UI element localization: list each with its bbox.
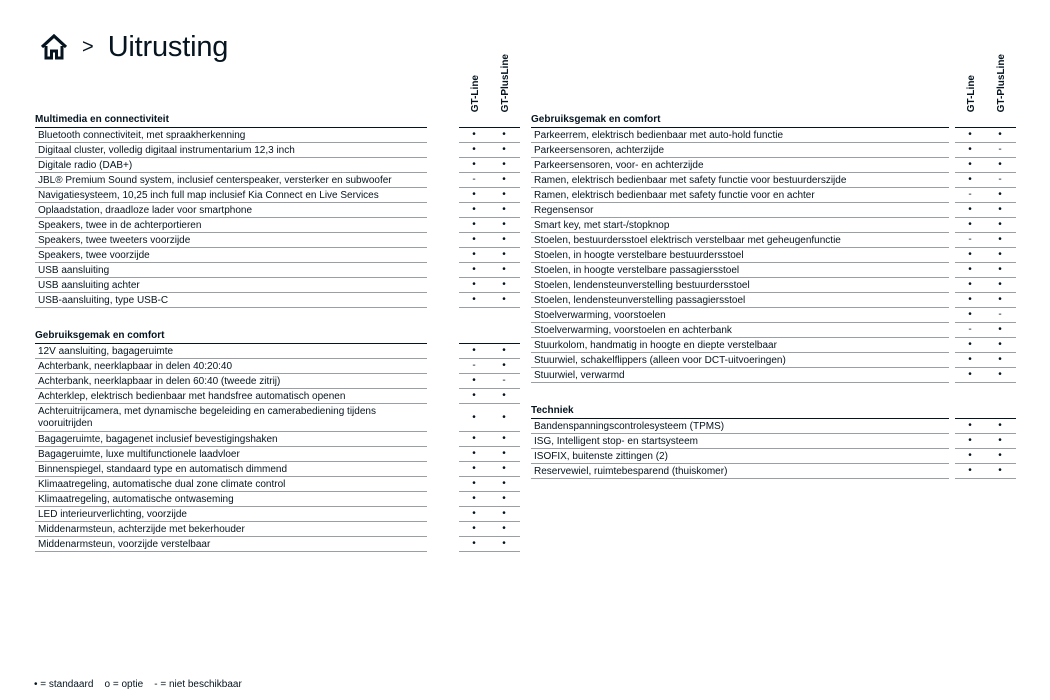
table-row (531, 293, 1016, 308)
table-row (35, 248, 520, 263)
row-label: Reservewiel, ruimtebesparend (thuiskomer) (531, 464, 949, 479)
value-gt-line: • (968, 420, 972, 431)
row-values (459, 462, 520, 477)
row-label: Speakers, twee voorzijde (35, 248, 427, 263)
value-gt-plusline: • (502, 159, 506, 170)
value-gt-plusline: - (502, 375, 506, 386)
section (531, 113, 1016, 383)
row-values (459, 344, 520, 359)
row-values (955, 449, 1016, 464)
value-gt-line: • (968, 159, 972, 170)
row-values (459, 447, 520, 462)
row-label: Speakers, twee tweeters voorzijde (35, 233, 427, 248)
table-row (531, 143, 1016, 158)
row-values (459, 477, 520, 492)
table-row (35, 477, 520, 492)
value-gt-line: • (472, 159, 476, 170)
value-gt-plusline: • (502, 345, 506, 356)
value-gt-line: • (968, 264, 972, 275)
value-gt-plusline: • (998, 369, 1002, 380)
row-label: Stoelen, lendensteunverstelling bestuurdersstoel (531, 278, 949, 293)
table-row (35, 359, 520, 374)
value-gt-plusline: • (502, 390, 506, 401)
value-gt-line: - (968, 324, 972, 335)
value-gt-plusline: • (998, 339, 1002, 350)
table-row (531, 158, 1016, 173)
section (531, 404, 1016, 479)
section-title: Techniek (531, 404, 949, 419)
section-title: Multimedia en connectiviteit (35, 113, 427, 128)
row-values (459, 507, 520, 522)
value-gt-line: • (472, 264, 476, 275)
value-gt-line: • (968, 450, 972, 461)
value-gt-line: • (472, 448, 476, 459)
row-values (459, 128, 520, 143)
row-label: Stuurwiel, verwarmd (531, 368, 949, 383)
row-label: Stoelverwarming, voorstoelen (531, 308, 949, 323)
row-label: Stoelverwarming, voorstoelen en achterbank (531, 323, 949, 338)
row-values (955, 263, 1016, 278)
value-gt-plusline: - (998, 309, 1002, 320)
table-row (531, 368, 1016, 383)
section-spacer (35, 308, 520, 329)
table-row (35, 537, 520, 552)
table-row (531, 218, 1016, 233)
column-header-gt-line: GT-Line (470, 74, 481, 112)
section-header (531, 404, 1016, 419)
value-gt-line: • (472, 144, 476, 155)
row-label: Stoelen, in hoogte verstelbare bestuurdersstoel (531, 248, 949, 263)
row-values (955, 323, 1016, 338)
value-gt-plusline: • (998, 204, 1002, 215)
column-header-gt-line-right: GT-Line (966, 74, 977, 112)
value-gt-plusline: • (998, 219, 1002, 230)
row-label: Ramen, elektrisch bedienbaar met safety functie voor bestuurderszijde (531, 173, 949, 188)
table-row (531, 308, 1016, 323)
value-gt-plusline: • (998, 159, 1002, 170)
table-row (35, 128, 520, 143)
row-values (459, 537, 520, 552)
row-label: Stuurkolom, handmatig in hoogte en diepte verstelbaar (531, 338, 949, 353)
table-row (531, 278, 1016, 293)
left-panel (35, 113, 520, 552)
value-gt-line: • (968, 354, 972, 365)
value-gt-line: • (472, 493, 476, 504)
table-row (35, 233, 520, 248)
row-label: Middenarmsteun, voorzijde verstelbaar (35, 537, 427, 552)
value-gt-plusline: • (998, 435, 1002, 446)
section-title: Gebruiksgemak en comfort (35, 329, 427, 344)
table-row (35, 188, 520, 203)
row-label: Bagageruimte, bagagenet inclusief bevestigingshaken (35, 432, 427, 447)
table-row (35, 492, 520, 507)
value-gt-plusline: • (502, 264, 506, 275)
value-gt-line: - (968, 234, 972, 245)
value-gt-line: • (472, 433, 476, 444)
table-row (531, 419, 1016, 434)
table-row (35, 374, 520, 389)
table-row (35, 158, 520, 173)
value-gt-line: • (472, 204, 476, 215)
value-gt-plusline: • (998, 264, 1002, 275)
table-row (531, 434, 1016, 449)
row-values (459, 173, 520, 188)
row-label: Achterbank, neerklapbaar in delen 40:20:40 (35, 359, 427, 374)
row-values (955, 188, 1016, 203)
table-row (531, 353, 1016, 368)
value-gt-line: • (472, 508, 476, 519)
row-values (955, 203, 1016, 218)
breadcrumb-separator: > (82, 35, 94, 58)
section-title: Gebruiksgemak en comfort (531, 113, 949, 128)
row-label: Stuurwiel, schakelflippers (alleen voor DCT-uitvoeringen) (531, 353, 949, 368)
row-values (955, 353, 1016, 368)
legend: • = standaard o = optie - = niet beschikbaar (34, 679, 242, 690)
row-label: Parkeersensoren, voor- en achterzijde (531, 158, 949, 173)
value-gt-plusline: • (502, 493, 506, 504)
section-values-header (955, 113, 1016, 128)
value-gt-plusline: • (998, 189, 1002, 200)
page-header (40, 30, 228, 64)
table-row (35, 203, 520, 218)
value-gt-plusline: • (502, 448, 506, 459)
value-gt-plusline: • (998, 354, 1002, 365)
value-gt-line: • (472, 129, 476, 140)
value-gt-plusline: • (998, 129, 1002, 140)
row-label: Binnenspiegel, standaard type en automatisch dimmend (35, 462, 427, 477)
table-row (35, 344, 520, 359)
row-values (459, 158, 520, 173)
home-icon[interactable] (40, 34, 68, 60)
table-row (35, 522, 520, 537)
row-label: Oplaadstation, draadloze lader voor smartphone (35, 203, 427, 218)
value-gt-plusline: • (998, 294, 1002, 305)
row-values (955, 233, 1016, 248)
value-gt-plusline: • (502, 189, 506, 200)
value-gt-plusline: • (502, 294, 506, 305)
row-values (955, 434, 1016, 449)
row-label: LED interieurverlichting, voorzijde (35, 507, 427, 522)
row-label: Digitaal cluster, volledig digitaal instrumentarium 12,3 inch (35, 143, 427, 158)
row-label: JBL® Premium Sound system, inclusief centerspeaker, versterker en subwoofer (35, 173, 427, 188)
row-label: Achterbank, neerklapbaar in delen 60:40 (tweede zitrij) (35, 374, 427, 389)
row-values (955, 158, 1016, 173)
row-label: Digitale radio (DAB+) (35, 158, 427, 173)
row-values (459, 404, 520, 432)
table-row (35, 173, 520, 188)
row-values (459, 374, 520, 389)
value-gt-line: • (968, 309, 972, 320)
row-label: Middenarmsteun, achterzijde met bekerhouder (35, 522, 427, 537)
row-values (459, 188, 520, 203)
table-row (35, 218, 520, 233)
row-label: Stoelen, bestuurdersstoel elektrisch verstelbaar met geheugenfunctie (531, 233, 949, 248)
value-gt-plusline: • (998, 324, 1002, 335)
value-gt-plusline: • (502, 508, 506, 519)
table-row (531, 203, 1016, 218)
row-label: 12V aansluiting, bagageruimte (35, 344, 427, 359)
row-values (459, 359, 520, 374)
value-gt-plusline: • (502, 129, 506, 140)
value-gt-plusline: • (502, 538, 506, 549)
row-label: ISG, Intelligent stop- en startsysteem (531, 434, 949, 449)
value-gt-plusline: • (998, 249, 1002, 260)
column-header-gt-plusline-right: GT-PlusLine (996, 53, 1007, 112)
row-label: Stoelen, in hoogte verstelbare passagiersstoel (531, 263, 949, 278)
table-row (531, 263, 1016, 278)
section (35, 329, 520, 552)
row-values (459, 233, 520, 248)
value-gt-plusline: • (502, 463, 506, 474)
row-values (459, 218, 520, 233)
value-gt-line: • (472, 279, 476, 290)
row-values (459, 492, 520, 507)
value-gt-plusline: • (998, 450, 1002, 461)
row-label: USB aansluiting (35, 263, 427, 278)
table-row (531, 338, 1016, 353)
table-row (531, 233, 1016, 248)
section-spacer (531, 383, 1016, 404)
table-row (35, 447, 520, 462)
value-gt-line: • (968, 129, 972, 140)
value-gt-plusline: • (502, 234, 506, 245)
value-gt-plusline: • (502, 144, 506, 155)
table-row (531, 248, 1016, 263)
value-gt-line: • (472, 375, 476, 386)
row-values (955, 308, 1016, 323)
value-gt-plusline: • (998, 465, 1002, 476)
value-gt-line: • (472, 189, 476, 200)
row-values (459, 522, 520, 537)
table-row (531, 323, 1016, 338)
value-gt-plusline: • (502, 433, 506, 444)
row-values (459, 248, 520, 263)
value-gt-line: • (472, 345, 476, 356)
row-values (955, 173, 1016, 188)
value-gt-line: • (472, 538, 476, 549)
section-header (35, 113, 520, 128)
section-header (35, 329, 520, 344)
value-gt-line: • (968, 174, 972, 185)
row-label: Parkeerrem, elektrisch bedienbaar met auto-hold functie (531, 128, 949, 143)
value-gt-plusline: • (502, 478, 506, 489)
table-row (531, 128, 1016, 143)
value-gt-line: • (968, 435, 972, 446)
value-gt-line: • (472, 219, 476, 230)
table-row (531, 173, 1016, 188)
row-values (955, 143, 1016, 158)
value-gt-line: • (472, 390, 476, 401)
table-row (35, 404, 520, 432)
value-gt-line: • (968, 204, 972, 215)
value-gt-plusline: • (502, 249, 506, 260)
row-values (459, 389, 520, 404)
value-gt-line: • (472, 411, 476, 423)
row-values (955, 248, 1016, 263)
row-label: Speakers, twee in de achterportieren (35, 218, 427, 233)
row-values (955, 368, 1016, 383)
value-gt-line: • (968, 249, 972, 260)
column-header-gt-plusline: GT-PlusLine (500, 53, 511, 112)
value-gt-line: • (968, 339, 972, 350)
row-label: Parkeersensoren, achterzijde (531, 143, 949, 158)
table-row (35, 389, 520, 404)
table-row (35, 263, 520, 278)
row-label: USB aansluiting achter (35, 278, 427, 293)
row-values (955, 464, 1016, 479)
table-row (531, 449, 1016, 464)
row-label: Achterklep, elektrisch bedienbaar met handsfree automatisch openen (35, 389, 427, 404)
table-row (531, 464, 1016, 479)
row-values (459, 143, 520, 158)
row-values (459, 432, 520, 447)
section-values-header (459, 113, 520, 128)
value-gt-plusline: • (502, 279, 506, 290)
value-gt-plusline: • (502, 174, 506, 185)
row-label: Navigatiesysteem, 10,25 inch full map inclusief Kia Connect en Live Services (35, 188, 427, 203)
value-gt-line: • (472, 478, 476, 489)
table-row (35, 278, 520, 293)
row-values (955, 338, 1016, 353)
row-values (459, 293, 520, 308)
section-values-header (955, 404, 1016, 419)
value-gt-plusline: - (998, 174, 1002, 185)
table-row (35, 143, 520, 158)
value-gt-line: • (968, 279, 972, 290)
row-label: Stoelen, lendensteunverstelling passagiersstoel (531, 293, 949, 308)
row-values (955, 419, 1016, 434)
value-gt-plusline: • (502, 204, 506, 215)
value-gt-line: • (968, 219, 972, 230)
row-label: Bagageruimte, luxe multifunctionele laadvloer (35, 447, 427, 462)
value-gt-plusline: • (502, 523, 506, 534)
row-label: Klimaatregeling, automatische ontwaseming (35, 492, 427, 507)
value-gt-line: • (968, 369, 972, 380)
section-header (531, 113, 1016, 128)
value-gt-line: • (472, 294, 476, 305)
value-gt-line: • (968, 294, 972, 305)
table-row (35, 293, 520, 308)
section-values-header (459, 329, 520, 344)
row-label: Regensensor (531, 203, 949, 218)
value-gt-plusline: • (998, 279, 1002, 290)
value-gt-plusline: • (502, 360, 506, 371)
row-label: Smart key, met start-/stopknop (531, 218, 949, 233)
row-values (955, 218, 1016, 233)
value-gt-line: • (472, 234, 476, 245)
section (35, 113, 520, 308)
row-label: Achteruitrijcamera, met dynamische begeleiding en camerabediening tijdens vooruitrijden (35, 404, 427, 432)
value-gt-line: - (968, 189, 972, 200)
row-label: Klimaatregeling, automatische dual zone climate control (35, 477, 427, 492)
value-gt-line: • (472, 463, 476, 474)
table-row (35, 507, 520, 522)
page-title: Uitrusting (107, 30, 229, 63)
value-gt-plusline: • (502, 219, 506, 230)
row-label: Bluetooth connectiviteit, met spraakherkenning (35, 128, 427, 143)
value-gt-line: - (472, 174, 476, 185)
value-gt-plusline: • (502, 411, 506, 423)
row-values (459, 263, 520, 278)
row-values (955, 278, 1016, 293)
row-label: ISOFIX, buitenste zittingen (2) (531, 449, 949, 464)
value-gt-line: • (472, 249, 476, 260)
value-gt-plusline: • (998, 420, 1002, 431)
table-row (531, 188, 1016, 203)
value-gt-line: • (472, 523, 476, 534)
right-panel (531, 113, 1016, 479)
row-label: Ramen, elektrisch bedienbaar met safety functie voor en achter (531, 188, 949, 203)
value-gt-line: • (968, 144, 972, 155)
row-values (459, 203, 520, 218)
value-gt-plusline: • (998, 234, 1002, 245)
table-row (35, 432, 520, 447)
value-gt-plusline: - (998, 144, 1002, 155)
row-label: Bandenspanningscontrolesysteem (TPMS) (531, 419, 949, 434)
row-values (955, 128, 1016, 143)
row-values (955, 293, 1016, 308)
value-gt-line: - (472, 360, 476, 371)
value-gt-line: • (968, 465, 972, 476)
table-row (35, 462, 520, 477)
row-values (459, 278, 520, 293)
row-label: USB-aansluiting, type USB-C (35, 293, 427, 308)
